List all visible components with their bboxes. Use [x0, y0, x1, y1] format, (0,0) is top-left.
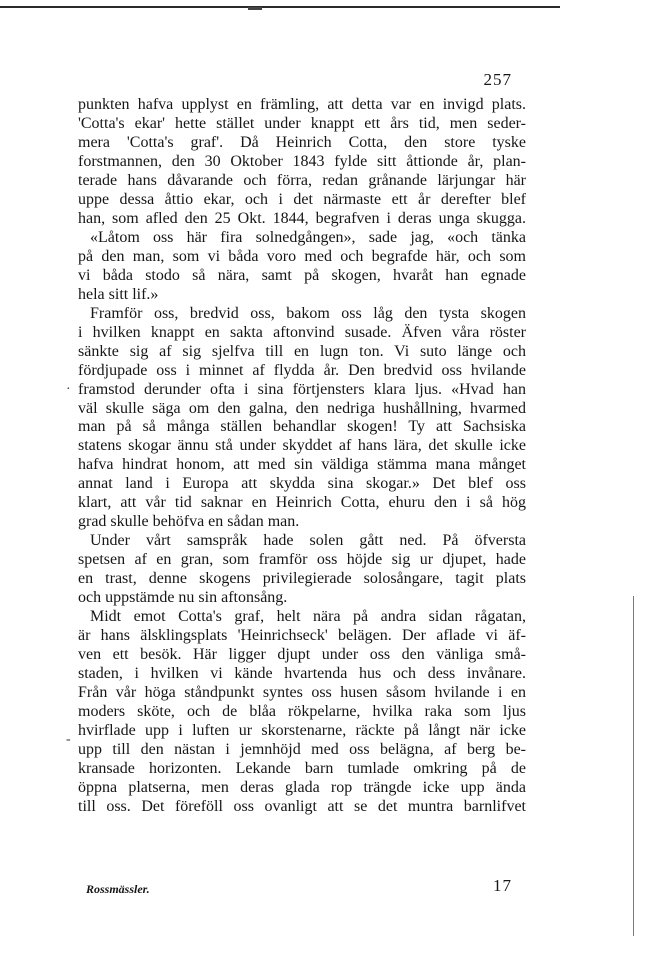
top-rule [0, 6, 560, 8]
text-line: hela sitt lif.» [78, 285, 159, 303]
text-line: statens skogar ännu stå under skyddet af hans lära, det skulle icke [78, 437, 526, 455]
text-line: uppe dessa åttio ekar, och i det närmaste ett år derefter blef [78, 190, 526, 208]
text-line: «Låtom oss här fira solnedgången», sade jag, «och tänka [90, 228, 526, 246]
text-line: mera 'Cotta's graf'. Då Heinrich Cotta, den store tyske [78, 133, 526, 151]
right-margin-line [633, 596, 634, 936]
text-line: och uppstämde nu sin aftonsång. [78, 589, 288, 607]
text-line: ven ett besök. Här ligger djupt under oss den vänliga små- [78, 646, 526, 664]
top-rule-mark [248, 7, 262, 10]
text-line: forstmannen, den 30 Oktober 1843 fylde sitt åttionde år, plan- [78, 152, 526, 170]
page-footer [78, 876, 526, 902]
text-line: Från vår höga ståndpunkt syntes oss husen såsom hvilande i en [78, 684, 526, 702]
text-line: vi båda stodo så nära, samt på skogen, hvaråt han egnade [78, 266, 526, 284]
text-line: är hans älsklingsplats 'Heinrichseck' belägen. Der aflade vi äf- [78, 627, 526, 645]
text-line: framstod derunder ofta i sina förtjensters klara ljus. «Hvad han [78, 380, 526, 398]
text-line: klart, att vår tid saknar en Heinrich Cotta, ehuru den i så hög [78, 494, 526, 512]
text-line: han, som afled den 25 Okt. 1844, begrafven i deras unga skugga. [78, 209, 526, 227]
text-line: hvirflade upp i luften ur skorstenarne, räckte på långt när icke [78, 721, 526, 739]
text-line: grad skulle behöfva en sådan man. [78, 513, 300, 531]
text-line: staden, i hvilken vi kände hvartenda hus och dess invånare. [78, 665, 526, 683]
text-line: punkten hafva upplyst en främling, att detta var en invigd plats. [78, 96, 526, 113]
text-line: väl skulle säga om den galna, den nedriga hushållning, hvarmed [78, 399, 526, 417]
body-text [78, 96, 526, 817]
text-line: kransade horizonten. Lekande barn tumlade omkring på de [78, 759, 526, 777]
text-line: fördjupade oss i minnet af flydda år. Den bredvid oss hvilande [78, 361, 526, 379]
text-line: i hvilken knappt en sakta aftonvind susade. Äfven våra röster [78, 323, 526, 341]
text-line: terade hans dåvarande och förra, redan grånande lärjungar här [78, 171, 526, 189]
text-line: moders sköte, och de blåa rökpelarne, hvilka raka som ljus [78, 703, 526, 720]
margin-dot: · [66, 382, 71, 397]
footer-signature: Rossmässler. [86, 882, 150, 896]
footer-sheet-number: 17 [493, 876, 512, 895]
text-line: Midt emot Cotta's graf, helt nära på andra sidan rågatan, [90, 608, 526, 626]
text-line: till oss. Det föreföll oss ovanligt att se det muntra barnlifvet [78, 797, 526, 815]
text-line: 'Cotta's ekar' hette stället under knappt ett års tid, men seder- [78, 114, 526, 132]
margin-dash: - [66, 732, 71, 747]
text-line: en trast, denne skogens privilegierade solosångare, tagit plats [78, 570, 526, 588]
text-line: spetsen af en gran, som framför oss höjde sig ur djupet, hade [78, 551, 526, 569]
page-number: 257 [483, 70, 512, 89]
text-line: man på så många ställen behandlar skogen! Ty att Sachsiska [78, 418, 526, 436]
text-line: sänkte sig af sig sjelfva till en lugn ton. Vi suto länge och [78, 342, 526, 360]
text-line: upp till den nästan i jemnhöjd med oss belägna, af berg be- [78, 740, 526, 758]
text-line: på den man, som vi båda voro med och begrafde här, och som [78, 247, 526, 265]
text-line: Under vårt samspråk hade solen gått ned. På öfversta [90, 532, 526, 550]
text-line: öppna platserna, men deras glada rop trängde icke upp ända [78, 778, 526, 796]
text-line: hafva hindrat honom, att med sin väldiga stämma mana månget [78, 456, 526, 474]
text-line: annat land i Europa att skydda sina skogar.» Det blef oss [78, 475, 526, 493]
text-line: Framför oss, bredvid oss, bakom oss låg den tysta skogen [90, 304, 526, 322]
